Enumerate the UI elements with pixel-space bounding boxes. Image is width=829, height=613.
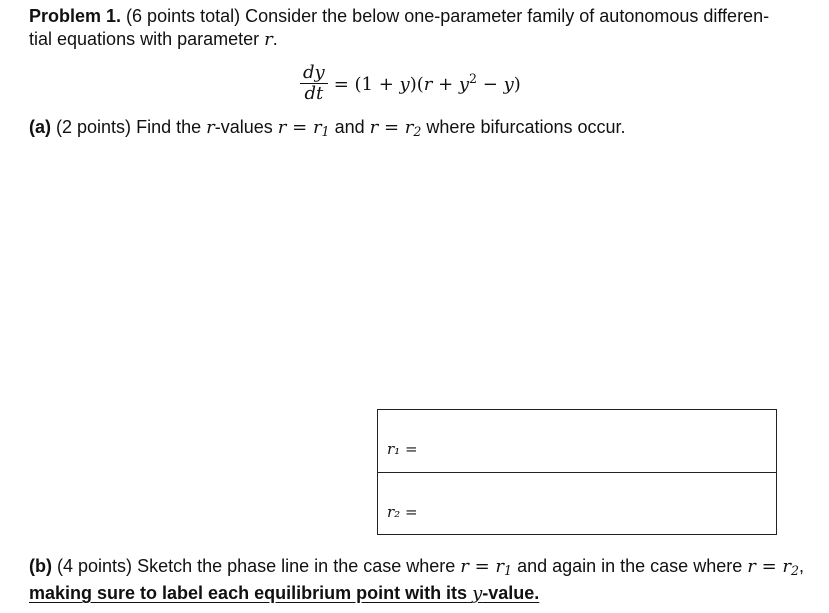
derivative-numerator: dy bbox=[303, 61, 325, 83]
math-r-eq-r1: $r = r_1$ bbox=[277, 117, 330, 139]
equation-rhs: = $(1 + y)(r + y^2 - y)$ bbox=[333, 71, 521, 95]
part-a-text: and bbox=[334, 117, 365, 137]
part-b-label: (b) bbox=[29, 556, 52, 576]
emphasis-text: -value. bbox=[482, 583, 540, 603]
part-a bbox=[29, 116, 809, 143]
problem-statement: Problem 1. (6 points total) Consider the below one-parameter family of autonomous differen- tial equations with parameter r. bbox=[29, 6, 770, 50]
part-b-emphasis bbox=[29, 583, 539, 603]
part-b: (b) (4 points) Sketch the phase line in the case where $r = r_1$ and again in the case where $r = r_2$, making sure to label each equilibrium point with its y-value. bbox=[29, 556, 805, 604]
math-y: y bbox=[472, 583, 483, 604]
part-a-text: Find the bbox=[136, 117, 202, 137]
part-a-points: (2 points) bbox=[56, 117, 132, 137]
math-r-eq-r1: $r = r_1$ bbox=[460, 556, 513, 578]
parameter-r: r bbox=[264, 29, 273, 50]
differential-equation bbox=[300, 58, 521, 108]
problem-heading: Problem 1. bbox=[29, 6, 122, 26]
problem-text: Consider the below one-parameter family of autonomous differen- tial equations with parameter bbox=[29, 6, 770, 49]
r2-label: r₂ = bbox=[387, 503, 418, 521]
derivative-fraction bbox=[300, 63, 328, 104]
part-a-text: where bifurcations occur. bbox=[426, 117, 626, 137]
answer-box bbox=[377, 409, 777, 535]
problem-points: (6 points total) bbox=[126, 6, 241, 26]
derivative-denominator: dt bbox=[304, 82, 324, 104]
emphasis-text: making sure to label each equilibrium point with its bbox=[29, 583, 468, 603]
part-b-text: Sketch the phase line in the case where bbox=[137, 556, 456, 576]
answer-row-r1[interactable] bbox=[378, 410, 776, 473]
math-r-eq-r2: $r = r_2$ bbox=[369, 117, 422, 139]
part-a-label: (a) bbox=[29, 117, 51, 137]
answer-row-r2[interactable] bbox=[378, 473, 776, 535]
math-r: r bbox=[206, 117, 215, 138]
part-a-text: -values bbox=[214, 117, 273, 137]
math-r-eq-r2: $r = r_2$ bbox=[747, 556, 800, 578]
r1-label: r₁ = bbox=[387, 440, 418, 458]
part-b-points: (4 points) bbox=[57, 556, 133, 576]
part-b-text: and again in the case where bbox=[517, 556, 743, 576]
